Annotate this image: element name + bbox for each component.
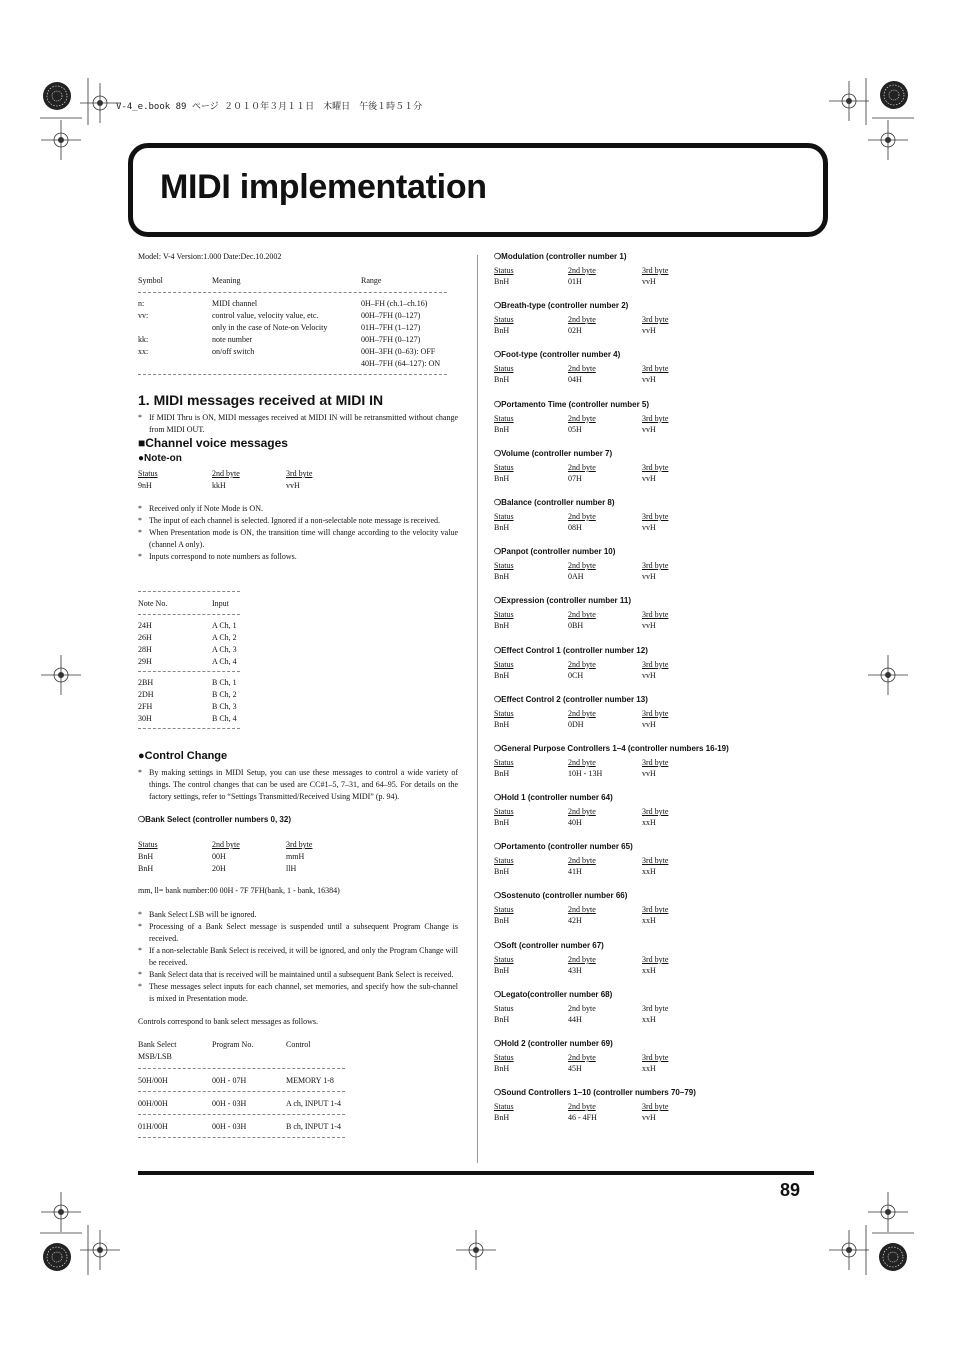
note-no-cell: 2DH — [138, 690, 154, 699]
2nd-byte-header: 2nd byte — [568, 659, 596, 669]
bank-3rd-header: 3rd byte — [286, 840, 313, 849]
2nd-byte-cell: 42H — [568, 916, 582, 926]
note-bullet: * — [138, 516, 142, 525]
section1-note: * If MIDI Thru is ON, MIDI messages received at MIDI IN will be retransmitted without change from MIDI OUT. — [138, 413, 458, 434]
controller-title: ❍Hold 1 (controller number 64) — [494, 793, 613, 803]
3rd-byte-cell: vvH — [642, 768, 656, 778]
noteon-status-header: Status — [138, 469, 158, 478]
2nd-byte-cell: 43H — [568, 965, 582, 975]
cc-note-text: By making settings in MIDI Setup, you can use these messages to control a wide variety of things. The control changes that can be used are CC#1–5, 7–31, and 64–95. For details on the factory settings, refer to “Settings Transmitted/Received Using MIDI” (p. 94). — [149, 768, 458, 801]
note-input-row — [138, 689, 240, 701]
status-cell: BnH — [494, 1064, 510, 1073]
3rd-byte-header: 3rd byte — [642, 856, 669, 866]
controller-title: ❍Soft (controller number 67) — [494, 940, 604, 950]
2nd-byte-cell: 0AH — [568, 572, 584, 582]
controller-block — [494, 694, 814, 743]
input-header: Input — [212, 599, 229, 608]
status-cell: BnH — [494, 1113, 510, 1123]
section1-note-text: If MIDI Thru is ON, MIDI messages received at MIDI IN will be retransmitted without change from MIDI OUT. — [149, 413, 458, 434]
3rd-byte-cell: xxH — [642, 916, 656, 926]
symbol-row — [138, 334, 447, 346]
bank-control-row — [138, 1075, 345, 1087]
status-header: Status — [494, 1102, 514, 1112]
2nd-byte-cell: 0BH — [568, 621, 584, 631]
note-text: Processing of a Bank Select message is suspended until a subsequent Program Change is received. — [149, 922, 458, 943]
controller-table — [494, 1101, 814, 1124]
controller-block — [494, 940, 814, 989]
2nd-byte-cell: 45H — [568, 1064, 582, 1073]
status-header: Status — [494, 905, 514, 915]
2nd-byte-header: 2nd byte — [568, 315, 596, 325]
bank-select-table — [138, 839, 378, 875]
controller-title: ❍Portamento (controller number 65) — [494, 842, 633, 852]
noteon-3rd: vvH — [286, 481, 300, 490]
controller-table — [494, 1052, 814, 1075]
bank-control-table — [138, 1039, 345, 1138]
controller-table — [494, 609, 814, 632]
2nd-byte-cell: 10H - 13H — [568, 768, 603, 778]
bank-select-heading: ❍Bank Select (controller numbers 0, 32) — [138, 815, 291, 824]
status-cell: BnH — [494, 916, 510, 926]
note-bullet: * — [138, 922, 142, 931]
noteon-2nd: kkH — [212, 481, 226, 490]
controller-block — [494, 1087, 814, 1136]
note-input-row — [138, 644, 240, 656]
controller-block — [494, 399, 814, 448]
control-cell: MEMORY 1-8 — [286, 1076, 334, 1085]
note-text: The input of each channel is selected. Ignored if a non-selectable note message is received. — [149, 516, 440, 525]
controller-table — [494, 511, 814, 534]
controller-table — [494, 904, 814, 927]
controller-table — [494, 363, 814, 386]
2nd-byte-header: 2nd byte — [568, 511, 596, 521]
3rd-byte-cell: xxH — [642, 1064, 656, 1073]
bank-control-row — [138, 1098, 345, 1110]
print-header: V-4_e.book 89 ページ ２０１０年３月１１日 木曜日 午後１時５１分 — [116, 102, 423, 112]
status-cell: BnH — [494, 867, 510, 877]
bank-notes — [138, 909, 458, 1005]
program-cell: 00H - 07H — [212, 1076, 247, 1085]
page-number: 89 — [780, 1180, 801, 1200]
meaning-header: Meaning — [212, 276, 241, 285]
status-cell: BnH — [494, 965, 510, 975]
controller-table — [494, 265, 814, 288]
bank-control-row — [138, 1121, 345, 1133]
controller-block — [494, 595, 814, 644]
controller-title: ❍Balance (controller number 8) — [494, 497, 615, 507]
note-item — [138, 921, 458, 945]
2nd-byte-header: 2nd byte — [568, 757, 596, 767]
note-no-cell: 2BH — [138, 678, 154, 687]
controller-title: ❍Expression (controller number 11) — [494, 596, 631, 606]
controller-block — [494, 743, 814, 792]
noteon-notes — [138, 503, 458, 563]
note-item — [138, 503, 458, 515]
note-bullet: * — [138, 946, 142, 955]
bank-row2-3rd: llH — [286, 864, 297, 873]
range-cell: 00H–7FH (0–127) — [361, 311, 421, 320]
3rd-byte-header: 3rd byte — [642, 511, 669, 521]
note-text: When Presentation mode is ON, the transition time will change according to the velocity value (channel A only). — [149, 528, 458, 549]
status-cell: BnH — [494, 670, 510, 680]
status-cell: BnH — [494, 719, 510, 729]
controller-table — [494, 855, 814, 878]
meaning-cell: control value, velocity value, etc. — [212, 311, 319, 320]
status-header: Status — [494, 757, 514, 767]
status-header: Status — [494, 856, 514, 866]
note-input-table — [138, 591, 240, 729]
3rd-byte-cell: vvH — [642, 473, 656, 483]
noteon-2nd-header: 2nd byte — [212, 469, 240, 478]
3rd-byte-cell: xxH — [642, 965, 656, 975]
note-item — [138, 527, 458, 551]
noteon-3rd-header: 3rd byte — [286, 469, 313, 478]
3rd-byte-cell: vvH — [642, 1113, 656, 1123]
input-cell: B Ch, 1 — [212, 678, 237, 687]
3rd-byte-header: 3rd byte — [642, 266, 669, 275]
control-cell: B ch, INPUT 1-4 — [286, 1122, 341, 1131]
column-divider — [477, 255, 478, 1163]
status-cell: BnH — [494, 621, 510, 631]
note-input-row — [138, 677, 240, 689]
controller-title: ❍General Purpose Controllers 1–4 (controller numbers 16-19) — [494, 743, 729, 753]
controller-title: ❍Effect Control 2 (controller number 13) — [494, 694, 648, 704]
controller-block — [494, 841, 814, 890]
note-item — [138, 551, 458, 563]
page-title: MIDI implementation — [160, 168, 487, 206]
bank-2nd-header: 2nd byte — [212, 840, 240, 849]
controller-block — [494, 546, 814, 595]
2nd-byte-cell: 41H — [568, 867, 582, 877]
status-header: Status — [494, 266, 514, 275]
bank-cell: 00H/00H — [138, 1099, 168, 1108]
status-header: Status — [494, 364, 514, 374]
controller-table — [494, 806, 814, 829]
3rd-byte-header: 3rd byte — [642, 807, 669, 817]
2nd-byte-cell: 05H — [568, 424, 582, 434]
status-header: Status — [494, 511, 514, 521]
note-bullet: * — [138, 528, 142, 537]
note-input-row — [138, 632, 240, 644]
3rd-byte-cell: vvH — [642, 277, 656, 286]
status-header: Status — [494, 315, 514, 325]
3rd-byte-cell: vvH — [642, 522, 656, 532]
3rd-byte-header: 3rd byte — [642, 1102, 669, 1112]
controls-line: Controls correspond to bank select messages as follows. — [138, 1017, 318, 1026]
msb-lsb-header: MSB/LSB — [138, 1052, 172, 1061]
symbol-row — [138, 322, 447, 334]
status-header: Status — [494, 708, 514, 718]
controller-table — [494, 413, 814, 436]
2nd-byte-cell: 44H — [568, 1014, 582, 1024]
3rd-byte-header: 3rd byte — [642, 954, 669, 964]
3rd-byte-header: 3rd byte — [642, 561, 669, 571]
2nd-byte-header: 2nd byte — [568, 954, 596, 964]
status-header: Status — [494, 659, 514, 669]
status-cell: BnH — [494, 522, 510, 532]
2nd-byte-header: 2nd byte — [568, 266, 596, 275]
input-cell: A Ch, 2 — [212, 633, 237, 642]
note-text: If a non-selectable Bank Select is received, it will be ignored, and only the Program Change will be received. — [149, 946, 458, 967]
note-item — [138, 945, 458, 969]
noteon-heading: ●Note-on — [138, 453, 182, 464]
bank-row2-status: BnH — [138, 864, 154, 873]
controller-list — [494, 251, 814, 1136]
note-no-cell: 26H — [138, 633, 152, 642]
symbol-cell: xx: — [138, 347, 149, 356]
status-cell: BnH — [494, 277, 510, 286]
controller-block — [494, 497, 814, 546]
controller-table — [494, 314, 814, 337]
controller-table — [494, 560, 814, 583]
2nd-byte-cell: 07H — [568, 473, 582, 483]
3rd-byte-header: 3rd byte — [642, 462, 669, 472]
model-line: Model: V-4 Version:1.000 Date:Dec.10.2002 — [138, 252, 282, 261]
range-cell: 00H–3FH (0–63): OFF — [361, 347, 436, 356]
3rd-byte-header: 3rd byte — [642, 905, 669, 915]
symbol-table — [138, 275, 447, 375]
status-header: Status — [494, 954, 514, 964]
controller-title: ❍Volume (controller number 7) — [494, 448, 613, 458]
status-cell: BnH — [494, 473, 510, 483]
3rd-byte-header: 3rd byte — [642, 1053, 669, 1062]
note-input-row — [138, 713, 240, 725]
controller-table — [494, 954, 814, 977]
note-text: Bank Select LSB will be ignored. — [149, 910, 257, 919]
2nd-byte-header: 2nd byte — [568, 364, 596, 374]
note-no-cell: 28H — [138, 645, 152, 654]
symbol-cell: vv: — [138, 311, 149, 320]
2nd-byte-cell: 01H — [568, 277, 582, 286]
2nd-byte-header: 2nd byte — [568, 905, 596, 915]
noteon-table — [138, 468, 378, 492]
controller-table — [494, 462, 814, 485]
controller-table — [494, 708, 814, 731]
input-cell: B Ch, 2 — [212, 690, 237, 699]
controller-block — [494, 1038, 814, 1087]
input-cell: B Ch, 3 — [212, 702, 237, 711]
controller-title: ❍Panpot (controller number 10) — [494, 547, 616, 557]
3rd-byte-cell: vvH — [642, 719, 656, 729]
cc-note: * By making settings in MIDI Setup, you can use these messages to control a wide variety of things. The control changes that can be used are CC#1–5, 7–31, and 64–95. For details on the factory settings, refer to “Settings Transmitted/Received Using MIDI” (p. 94). — [138, 768, 458, 801]
3rd-byte-header: 3rd byte — [642, 364, 669, 374]
3rd-byte-cell: vvH — [642, 621, 656, 631]
status-header: Status — [494, 413, 514, 423]
controller-block — [494, 300, 814, 349]
range-cell: 40H–7FH (64–127): ON — [361, 359, 441, 368]
symbol-row — [138, 358, 447, 370]
meaning-cell: on/off switch — [212, 347, 255, 356]
note-bullet: * — [138, 910, 142, 919]
controller-title: ❍Sound Controllers 1–10 (controller numbers 70–79) — [494, 1088, 696, 1098]
bank-row1-3rd: mmH — [286, 852, 305, 861]
3rd-byte-header: 3rd byte — [642, 315, 669, 325]
controller-title: ❍Hold 2 (controller number 69) — [494, 1039, 613, 1048]
bank-cell: 01H/00H — [138, 1122, 168, 1131]
controller-block — [494, 251, 814, 300]
note-input-row — [138, 701, 240, 713]
controller-block — [494, 448, 814, 497]
controller-table — [494, 659, 814, 682]
input-cell: B Ch, 4 — [212, 714, 237, 723]
note-bullet: * — [138, 504, 142, 513]
2nd-byte-cell: 02H — [568, 326, 582, 336]
bank-row1-2nd: 00H — [212, 852, 226, 861]
2nd-byte-header: 2nd byte — [568, 856, 596, 866]
status-header: Status — [494, 561, 514, 571]
2nd-byte-cell: 0CH — [568, 670, 584, 680]
2nd-byte-cell: 04H — [568, 375, 582, 385]
symbol-row — [138, 346, 447, 358]
control-change-heading: ●Control Change — [138, 750, 228, 762]
controller-table — [494, 1003, 814, 1026]
controller-title: ❍Sostenuto (controller number 66) — [494, 891, 628, 901]
controller-title: ❍Legato(controller number 68) — [494, 989, 613, 999]
status-cell: BnH — [494, 375, 510, 385]
note-no-cell: 29H — [138, 657, 152, 666]
footer-rule — [138, 1171, 814, 1175]
range-header: Range — [361, 276, 382, 285]
range-cell: 0H–FH (ch.1–ch.16) — [361, 299, 428, 308]
status-header: Status — [494, 610, 514, 620]
note-item — [138, 969, 458, 981]
note-bullet: * — [138, 982, 142, 991]
row-divider — [138, 1114, 345, 1115]
status-cell: BnH — [494, 424, 510, 434]
symbol-header: Symbol — [138, 276, 163, 285]
status-header: Status — [494, 1053, 514, 1062]
meaning-cell: MIDI channel — [212, 299, 258, 308]
status-header: Status — [494, 1003, 514, 1013]
note-no-cell: 24H — [138, 621, 152, 630]
2nd-byte-cell: 46 - 4FH — [568, 1113, 597, 1123]
note-bullet: * — [138, 552, 142, 561]
2nd-byte-header: 2nd byte — [568, 462, 596, 472]
input-cell: A Ch, 1 — [212, 621, 237, 630]
controller-block — [494, 890, 814, 939]
2nd-byte-cell: 08H — [568, 522, 582, 532]
channel-voice-heading: ■Channel voice messages — [138, 436, 288, 450]
bank-mm-line: mm, ll= bank number:00 00H - 7F 7FH(bank, 1 - bank, 16384) — [138, 886, 340, 895]
control-header: Control — [286, 1040, 311, 1049]
3rd-byte-header: 3rd byte — [642, 413, 669, 423]
note-bullet: * — [138, 970, 142, 979]
input-cell: A Ch, 4 — [212, 657, 237, 666]
symbol-cell: kk: — [138, 335, 149, 344]
2nd-byte-cell: 0DH — [568, 719, 584, 729]
status-cell: BnH — [494, 572, 510, 582]
2nd-byte-header: 2nd byte — [568, 1102, 596, 1112]
3rd-byte-cell: vvH — [642, 670, 656, 680]
program-cell: 00H - 03H — [212, 1122, 247, 1131]
symbol-row — [138, 298, 447, 310]
bank-row2-2nd: 20H — [212, 864, 226, 873]
controller-block — [494, 645, 814, 694]
bank-status-header: Status — [138, 840, 158, 849]
note-item — [138, 981, 458, 1005]
controller-title: ❍Breath-type (controller number 2) — [494, 301, 629, 311]
2nd-byte-header: 2nd byte — [568, 807, 596, 817]
controller-title: ❍Modulation (controller number 1) — [494, 252, 627, 261]
note-text: These messages select inputs for each channel, set memories, and specify how the sub-channel is mixed in Presentation mode. — [149, 982, 458, 1003]
note-item — [138, 909, 458, 921]
program-no-header: Program No. — [212, 1040, 254, 1049]
3rd-byte-cell: xxH — [642, 818, 656, 828]
note-item — [138, 515, 458, 527]
3rd-byte-header: 3rd byte — [642, 757, 669, 767]
2nd-byte-header: 2nd byte — [568, 1053, 596, 1062]
status-cell: BnH — [494, 818, 510, 828]
controller-title: ❍Portamento Time (controller number 5) — [494, 399, 650, 409]
control-cell: A ch, INPUT 1-4 — [286, 1099, 341, 1108]
status-cell: BnH — [494, 1014, 510, 1024]
3rd-byte-cell: vvH — [642, 326, 656, 336]
status-cell: BnH — [494, 768, 510, 778]
2nd-byte-cell: 40H — [568, 818, 582, 828]
note-text: Received only if Note Mode is ON. — [149, 504, 263, 513]
symbol-row — [138, 310, 447, 322]
3rd-byte-cell: xxH — [642, 867, 656, 877]
note-no-cell: 2FH — [138, 702, 153, 711]
3rd-byte-cell: vvH — [642, 572, 656, 582]
controller-block — [494, 792, 814, 841]
note-no-cell: 30H — [138, 714, 152, 723]
note-text: Bank Select data that is received will be maintained until a subsequent Bank Select is received. — [149, 970, 454, 979]
2nd-byte-header: 2nd byte — [568, 610, 596, 620]
range-cell: 01H–7FH (1–127) — [361, 323, 421, 332]
bank-row1-status: BnH — [138, 852, 154, 861]
status-cell: BnH — [494, 326, 510, 336]
2nd-byte-header: 2nd byte — [568, 561, 596, 571]
program-cell: 00H - 03H — [212, 1099, 247, 1108]
row-divider — [138, 1137, 345, 1138]
section1-heading: 1. MIDI messages received at MIDI IN — [138, 392, 384, 408]
controller-block — [494, 349, 814, 398]
input-cell: A Ch, 3 — [212, 645, 237, 654]
controller-title: ❍Foot-type (controller number 4) — [494, 350, 621, 360]
meaning-cell: note number — [212, 335, 253, 344]
3rd-byte-header: 3rd byte — [642, 708, 669, 718]
noteon-status: 9nH — [138, 481, 152, 490]
note-no-header: Note No. — [138, 599, 168, 608]
3rd-byte-cell: vvH — [642, 424, 656, 434]
3rd-byte-header: 3rd byte — [642, 610, 669, 620]
3rd-byte-cell: vvH — [642, 375, 656, 385]
bank-select-col-header: Bank Select — [138, 1040, 177, 1049]
note-input-row — [138, 620, 240, 632]
meaning-cell: only in the case of Note-on Velocity — [212, 323, 328, 332]
2nd-byte-header: 2nd byte — [568, 413, 596, 423]
3rd-byte-header: 3rd byte — [642, 1003, 669, 1013]
3rd-byte-header: 3rd byte — [642, 659, 669, 669]
controller-block — [494, 989, 814, 1038]
controller-table — [494, 757, 814, 780]
range-cell: 00H–7FH (0–127) — [361, 335, 421, 344]
status-header: Status — [494, 462, 514, 472]
bank-cell: 50H/00H — [138, 1076, 168, 1085]
row-divider — [138, 1091, 345, 1092]
3rd-byte-cell: xxH — [642, 1014, 656, 1024]
symbol-cell: n: — [138, 299, 145, 308]
controller-title: ❍Effect Control 1 (controller number 12) — [494, 645, 648, 655]
2nd-byte-header: 2nd byte — [568, 1003, 596, 1013]
status-header: Status — [494, 807, 514, 817]
note-text: Inputs correspond to note numbers as follows. — [149, 552, 297, 561]
2nd-byte-header: 2nd byte — [568, 708, 596, 718]
note-input-row — [138, 656, 240, 668]
